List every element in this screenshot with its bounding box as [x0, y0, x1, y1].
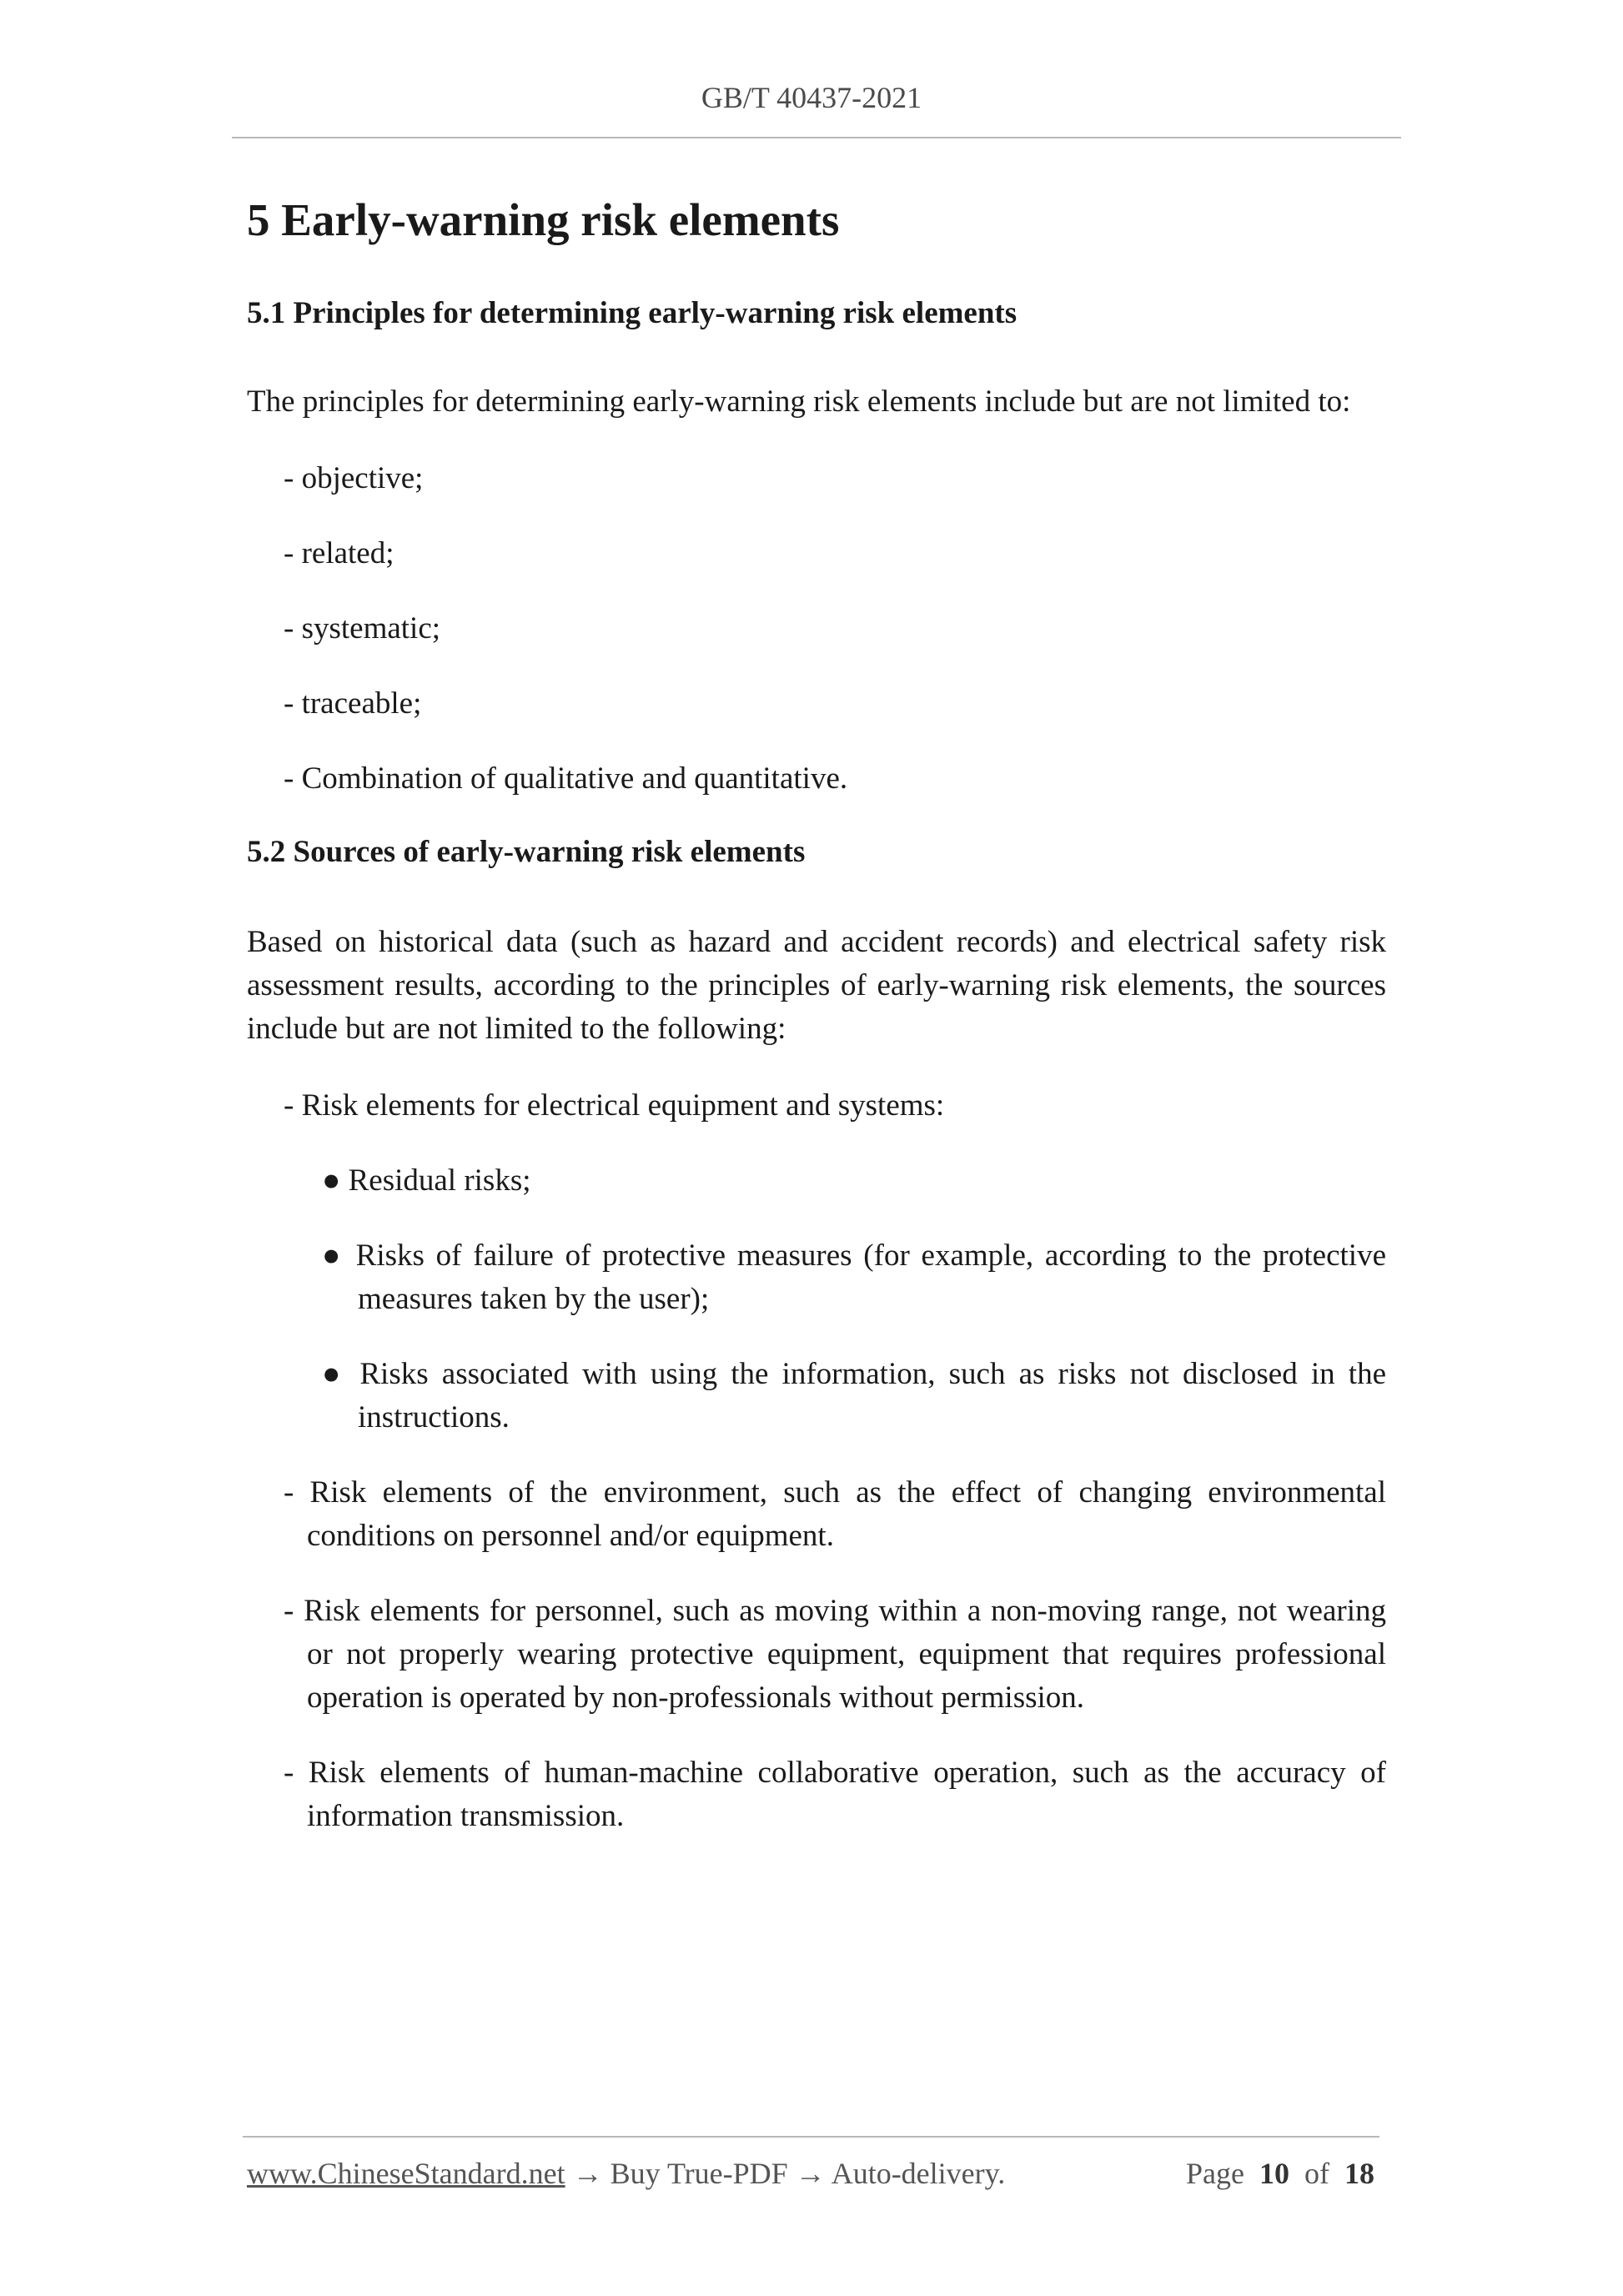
footer-divider — [243, 2136, 1379, 2138]
source-item-human-machine: - Risk elements of human-machine collaborative operation, such as the accuracy of information transmission. — [284, 1756, 1386, 1833]
principle-item: - Combination of qualitative and quantitative. — [284, 761, 848, 796]
subsection-5-2-title: 5.2 Sources of early-warning risk elements — [247, 835, 806, 869]
document-id-header: GB/T 40437-2021 — [701, 81, 922, 114]
principle-item: - related; — [284, 536, 394, 570]
current-page: 10 — [1259, 2157, 1289, 2190]
principle-item: - systematic; — [284, 611, 441, 646]
website-link[interactable]: www.ChineseStandard.net — [247, 2157, 565, 2190]
page-content — [247, 188, 1386, 1838]
page-label: Page — [1186, 2157, 1244, 2190]
footer-promo — [247, 2152, 1005, 2195]
bullet-item: ● Risks of failure of protective measures (for example, according to the protective measures taken by the user); — [322, 1238, 1386, 1316]
header-divider — [232, 137, 1401, 138]
section-title: 5 Early-warning risk elements — [247, 194, 840, 245]
subsection-5-1-title: 5.1 Principles for determining early-warning risk elements — [247, 296, 1018, 330]
source-item-environment: - Risk elements of the environment, such as the effect of changing environmental conditions on personnel and/or equipment. — [284, 1475, 1386, 1553]
bullet-item: ● Residual risks; — [322, 1163, 531, 1198]
promo-text: → Buy True-PDF → Auto-delivery. — [565, 2157, 1006, 2190]
bullet-item: ● Risks associated with using the information, such as risks not disclosed in the instructions. — [322, 1357, 1386, 1434]
total-pages: 18 — [1344, 2157, 1374, 2190]
subsection-5-2-intro: Based on historical data (such as hazard and accident records) and electrical safety risk assessment results, according to the principles of early-warning risk elements, the sources include but are not limited to the following: — [247, 925, 1386, 1046]
principle-item: - traceable; — [284, 686, 422, 721]
principle-item: - objective; — [284, 461, 424, 495]
page-indicator — [1186, 2152, 1374, 2195]
of-label: of — [1304, 2157, 1329, 2190]
source-item-equipment: - Risk elements for electrical equipment and systems: — [284, 1088, 945, 1123]
source-item-personnel: - Risk elements for personnel, such as moving within a non-moving range, not wearing or not properly wearing protective equipment, equipment that requires professional operation is operated by non-professionals without permission. — [284, 1594, 1386, 1715]
subsection-5-1-intro: The principles for determining early-warning risk elements include but are not limited to: — [247, 384, 1351, 419]
